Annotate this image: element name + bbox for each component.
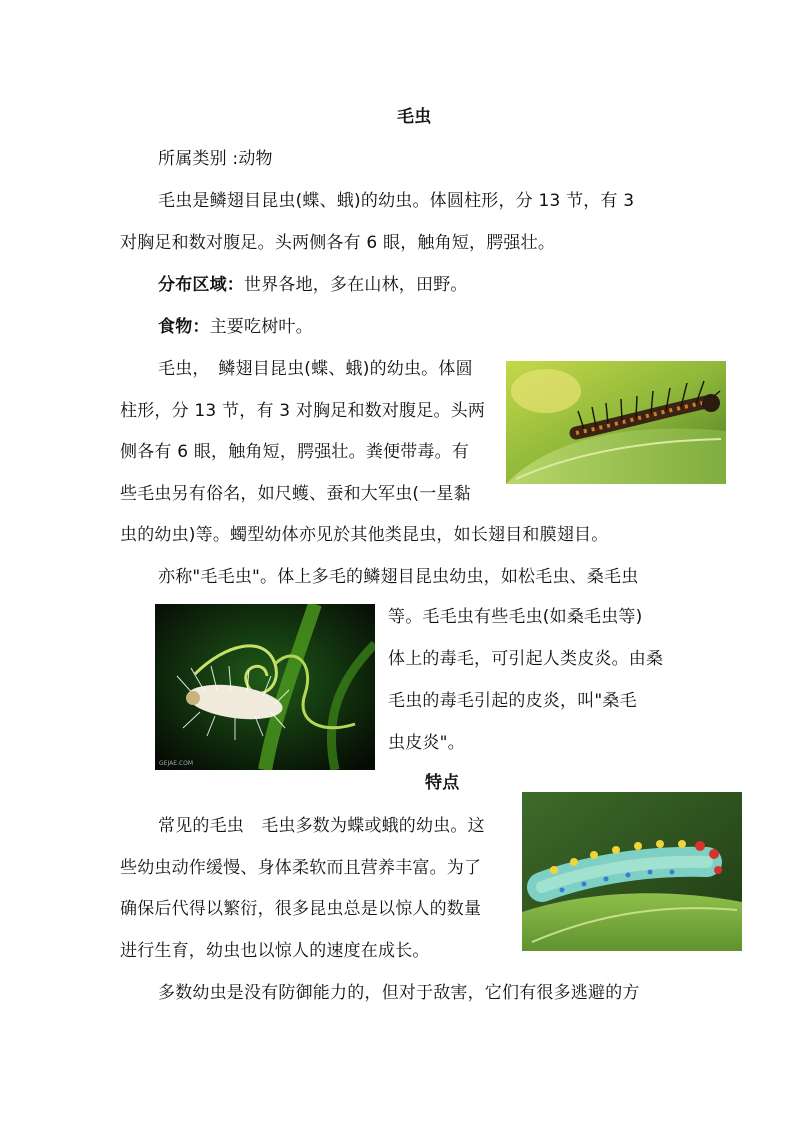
page-title: 毛虫 [397, 107, 432, 127]
green-caterpillar-image [522, 792, 742, 951]
para4-line-2: 些幼虫动作缓慢、身体柔软而且营养丰富。为了 [120, 858, 482, 878]
para3-line-3: 体上的毒毛，可引起人类皮炎。由桑 [388, 649, 664, 669]
para2-line-3: 侧各有 6 眼，触角短，腭强壮。粪便带毒。有 [120, 442, 470, 462]
para5-line-1: 多数幼虫是没有防御能力的，但对于敌害，它们有很多逃避的方 [158, 983, 640, 1003]
features-title: 特点 [425, 773, 460, 793]
intro-line-2: 对胸足和数对腹足。头两侧各有 6 眼，触角短，腭强壮。 [120, 233, 556, 253]
para2-line-4: 些毛虫另有俗名，如尺蠖、蚕和大军虫(一星黏 [120, 484, 471, 504]
distribution-label: 分布区域： [158, 275, 244, 295]
para4-line-4: 进行生育，幼虫也以惊人的速度在成长。 [120, 941, 430, 961]
para3-line-1: 亦称"毛毛虫"。体上多毛的鳞翅目昆虫幼虫，如松毛虫、桑毛虫 [158, 567, 639, 587]
para4-line-3: 确保后代得以繁衍，很多昆虫总是以惊人的数量 [120, 899, 482, 919]
distribution-line [158, 274, 468, 296]
food-text: 主要吃树叶。 [209, 317, 313, 337]
para3-line-5: 虫皮炎"。 [388, 733, 465, 753]
intro-line-1: 毛虫是鳞翅目昆虫(蝶、蛾)的幼虫。体圆柱形，分 13 节，有 3 [158, 191, 635, 211]
para3-line-4: 毛虫的毒毛引起的皮炎，叫"桑毛 [388, 691, 637, 711]
para2-line-1: 毛虫， 鳞翅目昆虫(蝶、蛾)的幼虫。体圆 [158, 359, 473, 379]
food-line [158, 316, 313, 338]
para3-line-2: 等。毛毛虫有些毛虫(如桑毛虫等) [388, 607, 643, 627]
distribution-text: 世界各地，多在山林，田野。 [244, 275, 468, 295]
image-watermark: GEJAE.COM [159, 760, 193, 767]
category-line: 所属类别 :动物 [158, 149, 273, 169]
spiny-caterpillar-image [506, 361, 726, 484]
para2-line-2: 柱形，分 13 节，有 3 对胸足和数对腹足。头两 [120, 401, 486, 421]
food-label: 食物： [158, 317, 210, 337]
hairy-caterpillar-image [155, 604, 375, 770]
para2-line-5: 虫的幼虫)等。蠋型幼体亦见於其他类昆虫，如长翅目和膜翅目。 [120, 525, 609, 545]
para4-line-1: 常见的毛虫 毛虫多数为蝶或蛾的幼虫。这 [158, 816, 485, 836]
